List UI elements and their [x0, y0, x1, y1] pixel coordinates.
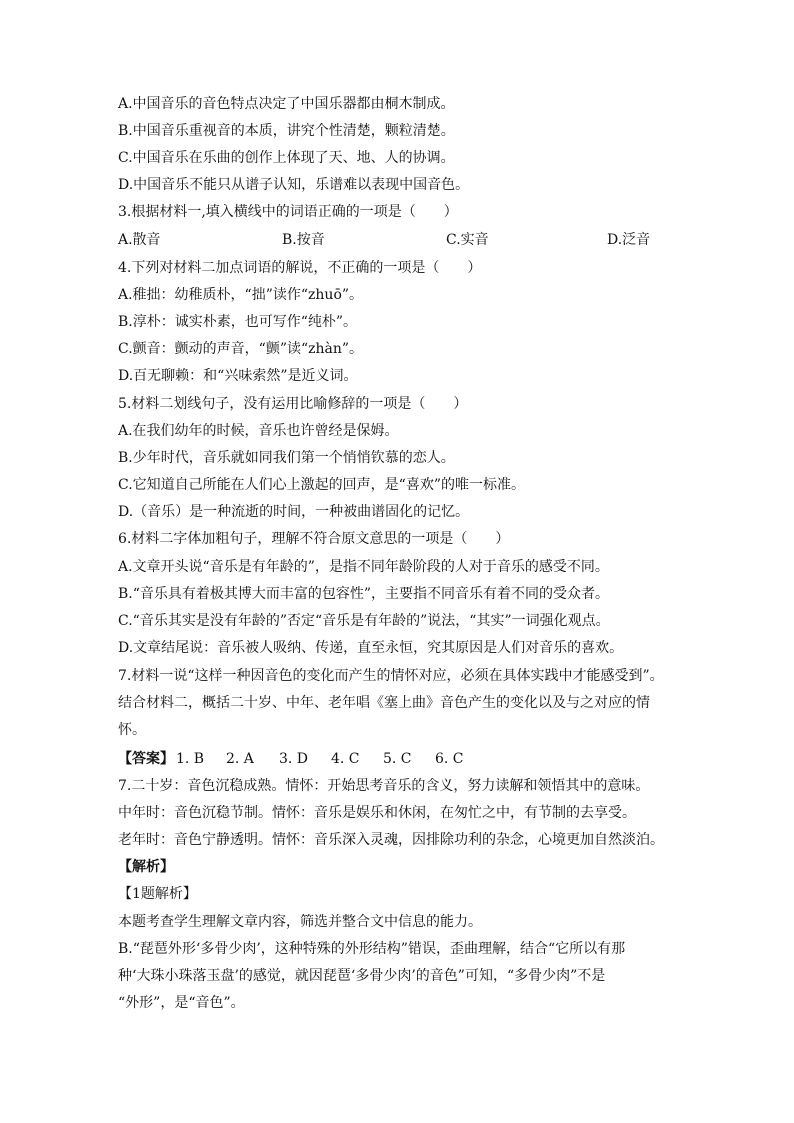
q6-option-b: B.“音乐具有着极其博大而丰富的包容性”，主要指不同音乐有着不同的受众者。 [118, 586, 610, 602]
answer-5: 5. C [383, 751, 412, 767]
q1-analysis-intro: 本题考查学生理解文章内容，筛选并整合文中信息的能力。 [118, 914, 482, 930]
q4-option-b: B.淳朴：诚实朴素，也可写作“纯朴”。 [118, 314, 358, 330]
q6-option-c: C.“音乐其实是没有年龄的”否定“音乐是有年龄的”说法，“其实”一词强化观点。 [118, 613, 610, 629]
q1-analysis-heading: 【1题解析】 [118, 886, 197, 902]
q5-option-b: B.少年时代，音乐就如同我们第一个悄悄钦慕的恋人。 [118, 450, 455, 466]
q3-option-c: C.实音 [446, 232, 489, 248]
q3-option-a: A.散音 [118, 232, 161, 248]
q1-analysis-line3: “外形”，是“音色”。 [118, 995, 245, 1011]
answer-label: 【答案】 [118, 751, 174, 767]
q5-option-d: D.（音乐）是一种流逝的时间，一种被曲谱固化的记忆。 [118, 504, 470, 520]
q7-question-line2: 结合材料二，概括二十岁、中年、老年唱《塞上曲》音色产生的变化以及与之对应的情 [118, 695, 650, 711]
q2-option-b: B.中国音乐重视音的本质，讲究个性清楚，颗粒清楚。 [118, 123, 455, 139]
q4-option-c: C.颤音：颤动的声音，“颤”读“zhàn”。 [118, 341, 364, 357]
analysis-heading: 【解析】 [118, 859, 174, 875]
answer-7-line2: 中年时：音色沉稳节制。情怀：音乐是娱乐和休闲，在匆忙之中，有节制的去享受。 [118, 805, 636, 821]
answer-7-line3: 老年时：音色宁静透明。情怀：音乐深入灵魂，因排除功利的杂念，心境更加自然淡泊。 [118, 832, 664, 848]
q4-option-d: D.百无聊赖：和“兴味索然”是近义词。 [118, 368, 358, 384]
q6-option-a: A.文章开头说“音乐是有年龄的”，是指不同年龄阶段的人对于音乐的感受不同。 [118, 559, 609, 575]
answer-6: 6. C [435, 751, 464, 767]
answer-4: 4. C [331, 751, 360, 767]
q1-analysis-line1: B.“琵琶外形‘多骨少肉’，这种特殊的外形结构”错误，歪曲理解，结合“它所以有那 [118, 941, 626, 957]
q1-analysis-line2: 种‘大珠小珠落玉盘’的感觉，就因琵琶‘多骨少肉’的音色”可知，“多骨少肉”不是 [118, 968, 606, 984]
q6-option-d: D.文章结尾说：音乐被人吸纳、传递，直至永恒，究其原因是人们对音乐的喜欢。 [118, 640, 624, 656]
q4-question: 4.下列对材料二加点词语的解说，不正确的一项是（ ） [118, 260, 482, 276]
q3-question: 3.根据材料一,填入横线中的词语正确的一项是（ ） [118, 204, 458, 220]
q2-option-c: C.中国音乐在乐曲的创作上体现了天、地、人的协调。 [118, 150, 455, 166]
q5-option-a: A.在我们幼年的时候，音乐也许曾经是保姆。 [118, 423, 399, 439]
answer-3: 3. D [279, 751, 309, 767]
q3-option-b: B.按音 [282, 232, 325, 248]
answer-2: 2. A [226, 751, 254, 767]
q6-question: 6.材料二字体加粗句子，理解不符合原文意思的一项是（ ） [118, 531, 510, 547]
q5-question: 5.材料二划线句子，没有运用比喻修辞的一项是（ ） [118, 396, 468, 412]
q2-option-d: D.中国音乐不能只从谱子认知，乐谱难以表现中国音色。 [118, 177, 470, 193]
q7-question-line3: 怀。 [118, 722, 146, 738]
q5-option-c: C.它知道自己所能在人们心上激起的回声，是“喜欢”的唯一标准。 [118, 477, 525, 493]
q4-option-a: A.稚拙：幼稚质朴，“拙”读作“zhuō”。 [118, 287, 364, 303]
q7-question-line1: 7.材料一说“这样一种因音色的变化而产生的情怀对应，必须在具体实践中才能感受到”。 [118, 668, 664, 684]
answer-7-line1: 7.二十岁：音色沉稳成熟。情怀：开始思考音乐的含义，努力读解和领悟其中的意味。 [118, 778, 650, 794]
answer-1: 1. B [176, 751, 205, 767]
q2-option-a: A.中国音乐的音色特点决定了中国乐器都由桐木制成。 [118, 96, 455, 112]
q3-option-d: D.泛音 [607, 232, 651, 248]
